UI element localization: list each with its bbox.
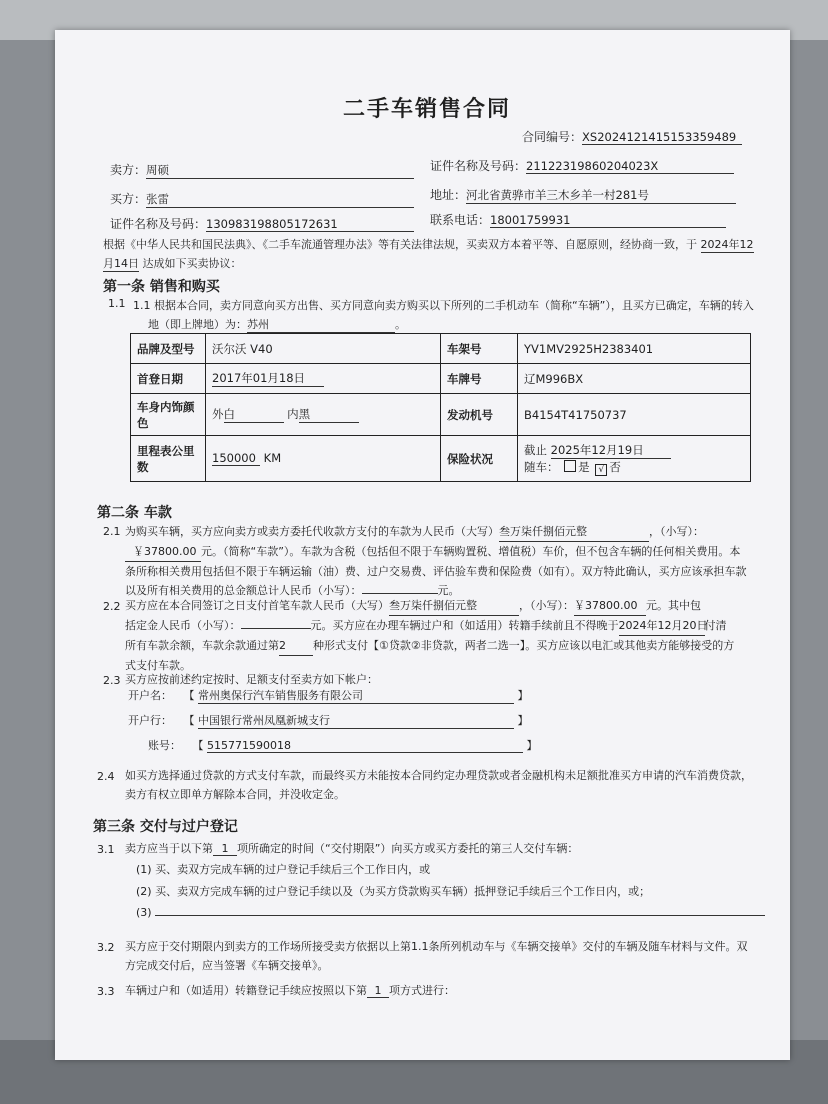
buyer-id-row [110, 215, 414, 232]
clause-2-2-text-h: 种形式支付【①贷款②非贷款，两者二选一】。买方应该以电汇或其他卖方能够接受的方 [313, 639, 735, 652]
phone-label: 联系电话： [430, 213, 491, 227]
account-name-row [128, 687, 529, 704]
bracket-left: 【 [183, 714, 195, 727]
clause-3-2-text-a: 买方应于交付期限内到卖方的工作场所接受卖方依据以上第1.1条所列机动车与《车辆交接单》交付的车辆及随车材料与文件。双 [125, 940, 748, 953]
clause-3-1-item: 1 [213, 842, 237, 856]
clause-2-4-text-b: 卖方有权立即单方解除本合同，并没收定金。 [125, 788, 345, 801]
article1-line2 [148, 316, 406, 333]
preamble-line2 [103, 255, 242, 272]
clause-2-1-text-b: ，（小写）： [649, 525, 704, 538]
clause-3-3-text-b: 项方式进行： [389, 984, 455, 997]
engine-label: 发动机号 [441, 394, 518, 436]
clause-2-1-text-f: 元。 [437, 584, 460, 597]
article1-text-1: 1.1 根据本合同，卖方同意向买方出售、买方同意向卖方购买以下所列的二手机动车（简称“车辆”），且买方已确定，车辆的转入 [133, 299, 754, 312]
clause-2-2-text-a: 买方应在本合同签订之日支付首笔车款人民币（大写） [125, 599, 389, 612]
phone: 18001759931 [490, 213, 726, 228]
account-no-label: 账号： [148, 739, 181, 752]
clause-2-2-num: 2.2 [103, 600, 121, 613]
clause-3-1-text [125, 840, 578, 856]
mileage-unit: KM [263, 451, 282, 465]
clause-2-2-text-g: 所有车款余额，车款余款通过第 [125, 639, 279, 652]
seller-id: 21122319860204023X [526, 159, 734, 174]
color-cell [206, 394, 441, 436]
plate-value: 辽M996BX [518, 364, 751, 394]
clause-2-2-text-e: 元。买方应在办理车辆过户和（如适用）转籍手续前且不得晚于 [310, 619, 619, 632]
exterior-label: 外 [212, 407, 224, 421]
bank-label: 开户行： [128, 714, 172, 727]
clause-2-2-payment-way: 2 [279, 636, 313, 656]
brand-label: 品牌及型号 [131, 334, 206, 364]
vehicle-table [130, 333, 751, 482]
clause-2-1-text-c: 元。（简称“车款”）。车款为含税（包括但不限于车辆购置税、增值税）车价，但不包含车辆的任何相关费用。本 [201, 545, 741, 558]
clause-2-4 [125, 766, 752, 804]
clause-2-1-text-a: 为购买车辆，买方应向卖方或卖方委托代收款方支付的车款为人民币（大写） [125, 525, 499, 538]
clause-2-1-text-e: 以及所有相关费用的总金额总计人民币（小写）： [125, 584, 362, 597]
clause-2-2-text-d: 括定金人民币（小写）： [125, 619, 241, 632]
clause-2-3-num: 2.3 [103, 674, 121, 687]
no-checkbox[interactable]: √ [595, 464, 607, 476]
table-row [131, 436, 751, 482]
reg-date-cell [206, 364, 441, 394]
phone-row [430, 211, 726, 228]
interior-color: 黑 [299, 406, 359, 423]
buyer-name: 张雷 [146, 191, 414, 208]
bracket-right: 】 [517, 689, 529, 702]
registration-city: 苏州 [247, 316, 395, 333]
account-name: 常州奥保行汽车销售服务有限公司 [198, 687, 514, 704]
buyer-row [110, 190, 414, 208]
table-row [131, 334, 751, 364]
clause-3-3-text-a: 车辆过户和（如适用）转籍登记手续应按照以下第 [125, 984, 367, 997]
clause-3-2-text-b: 方完成交付后，应当签署《车辆交接单》。 [125, 959, 329, 972]
clause-2-2-text-i: 式支付车款。 [125, 659, 191, 672]
preamble-date-part1: 2024年12 [700, 238, 754, 251]
reg-date-value: 2017年01月18日 [212, 370, 324, 387]
clause-2-1-text-d: 条所称相关费用包括但不限于车辆运输（油）费、过户交易费、评估验车费和保险费（如有）。双方特此确认，买方应该承担车款 [125, 565, 747, 578]
clause-2-2-text-c: 元。其中包 [646, 599, 701, 612]
no-label: 否 [609, 459, 621, 474]
address-row [430, 186, 736, 204]
mileage-cell [206, 436, 441, 482]
clause-3-3-num: 3.3 [97, 985, 115, 998]
preamble-line1 [103, 236, 754, 253]
article1-period: 。 [395, 318, 406, 331]
vin-label: 车架号 [441, 334, 518, 364]
insurance-label: 保险状况 [441, 436, 518, 482]
mileage-value: 150000 [212, 451, 260, 466]
clause-2-4-text-a: 如买方选择通过贷款的方式支付车款，而最终买方未能按本合同约定办理贷款或者金融机构未足额批准买方申请的汽车消费贷款， [125, 769, 752, 782]
vin-value: YV1MV2925H2383401 [518, 334, 751, 364]
account-no: 515771590018 [207, 739, 523, 753]
clause-3-3-item: 1 [367, 984, 389, 998]
seller-label: 卖方： [110, 163, 147, 177]
yes-checkbox[interactable] [564, 460, 576, 472]
address: 河北省黄骅市羊三木乡羊一村281号 [466, 187, 736, 204]
insurance-until-date: 2025年12月19日 [551, 442, 671, 459]
follow-label: 随车： [524, 459, 559, 474]
clause-2-1-amount-upper: 叁万柒仟捌佰元整 [499, 522, 649, 542]
option-3-label: (3) [136, 906, 152, 919]
article1-heading: 第一条 销售和购买 [103, 279, 220, 295]
buyer-label: 买方： [110, 192, 147, 206]
exterior-color: 白 [224, 406, 284, 423]
mileage-label: 里程表公里数 [131, 436, 206, 482]
article1-text-2: 地（即上牌地）为： [148, 318, 247, 331]
buyer-id: 130983198805172631 [206, 217, 414, 232]
color-label: 车身内饰颜色 [131, 394, 206, 436]
preamble-text-2: 达成如下买卖协议： [142, 257, 242, 270]
bracket-left: 【 [192, 739, 204, 752]
clause-2-2-deadline: 2024年12月20日 [619, 616, 705, 636]
contract-number-row [522, 128, 742, 145]
engine-value: B4154T41750737 [518, 394, 751, 436]
clause-2-2-amount-upper: 叁万柒仟捌佰元整 [389, 596, 519, 616]
clause-3-1-text-a: 卖方应当于以下第 [125, 842, 213, 855]
table-row [131, 394, 751, 436]
plate-label: 车牌号 [441, 364, 518, 394]
bracket-left: 【 [183, 689, 195, 702]
option-3-row [136, 906, 765, 919]
clause-2-2-text-b: ，（小写）： [519, 599, 574, 612]
insurance-until-row [524, 442, 744, 459]
preamble-text: 根据《中华人民共和国民法典》、《二手车流通管理办法》等有关法律法规，买卖双方本着平等、自愿原则，经协商一致，于 [103, 238, 697, 251]
account-no-row [148, 737, 538, 753]
interior-label: 内 [287, 407, 299, 421]
bracket-right: 】 [526, 739, 538, 752]
address-label: 地址： [430, 188, 467, 202]
clause-3-2 [125, 937, 748, 975]
clause-3-2-num: 3.2 [97, 941, 115, 954]
clause-2-3-text: 买方应按前述约定按时、足额支付至卖方如下帐户： [125, 673, 378, 686]
clause-2-2-amount: ￥37800.00 [574, 596, 646, 616]
option-1: (1) 买、卖双方完成车辆的过户登记手续后三个工作日内，或 [136, 863, 431, 876]
option-3-blank [155, 915, 765, 916]
option-2: (2) 买、卖双方完成车辆的过户登记手续以及（为买方贷款购买车辆）抵押登记手续后三个工作日内，或； [136, 885, 651, 898]
bracket-right: 】 [517, 714, 529, 727]
account-name-label: 开户名： [128, 689, 172, 702]
clause-2-2-deposit-blank [241, 628, 311, 629]
clause-2-2 [125, 596, 734, 675]
follow-row [524, 459, 744, 476]
bank-name: 中国银行常州凤凰新城支行 [198, 712, 514, 729]
article3-heading: 第三条 交付与过户登记 [93, 819, 238, 835]
reg-date-label: 首登日期 [131, 364, 206, 394]
clause-3-1-text-b: 项所确定的时间（“交付期限”）向买方或买方委托的第三人交付车辆： [237, 842, 579, 855]
clause-2-4-num: 2.4 [97, 770, 115, 783]
seller-id-row [430, 157, 734, 174]
contract-title: 二手车销售合同 [343, 97, 512, 122]
contract-number: XS2024121415153359489 [582, 130, 742, 145]
article2-heading: 第二条 车款 [97, 505, 172, 521]
clause-2-1-amount: ￥37800.00 [125, 542, 201, 562]
clause-2-1-num: 2.1 [103, 525, 121, 538]
table-row [131, 364, 751, 394]
seller-name: 周硕 [146, 162, 414, 179]
preamble-date-part2: 月14日 [103, 257, 139, 270]
insurance-cell [518, 436, 751, 482]
clause-3-1-num: 3.1 [97, 843, 115, 856]
seller-row [110, 161, 414, 179]
clause-2-1 [125, 522, 747, 600]
clause-2-2-text-f: 付清 [704, 619, 727, 632]
clause-2-1-total-blank [362, 593, 438, 594]
article1-num: 1.1 [108, 297, 126, 310]
clause-3-3-text [125, 982, 455, 998]
contract-number-label: 合同编号： [522, 130, 583, 144]
seller-id-label: 证件名称及号码： [430, 159, 527, 173]
buyer-id-label: 证件名称及号码： [110, 217, 207, 231]
insurance-until-label: 截止 [524, 442, 547, 457]
brand-value: 沃尔沃 V40 [206, 334, 441, 364]
bank-row [128, 712, 529, 729]
yes-label: 是 [578, 459, 590, 474]
